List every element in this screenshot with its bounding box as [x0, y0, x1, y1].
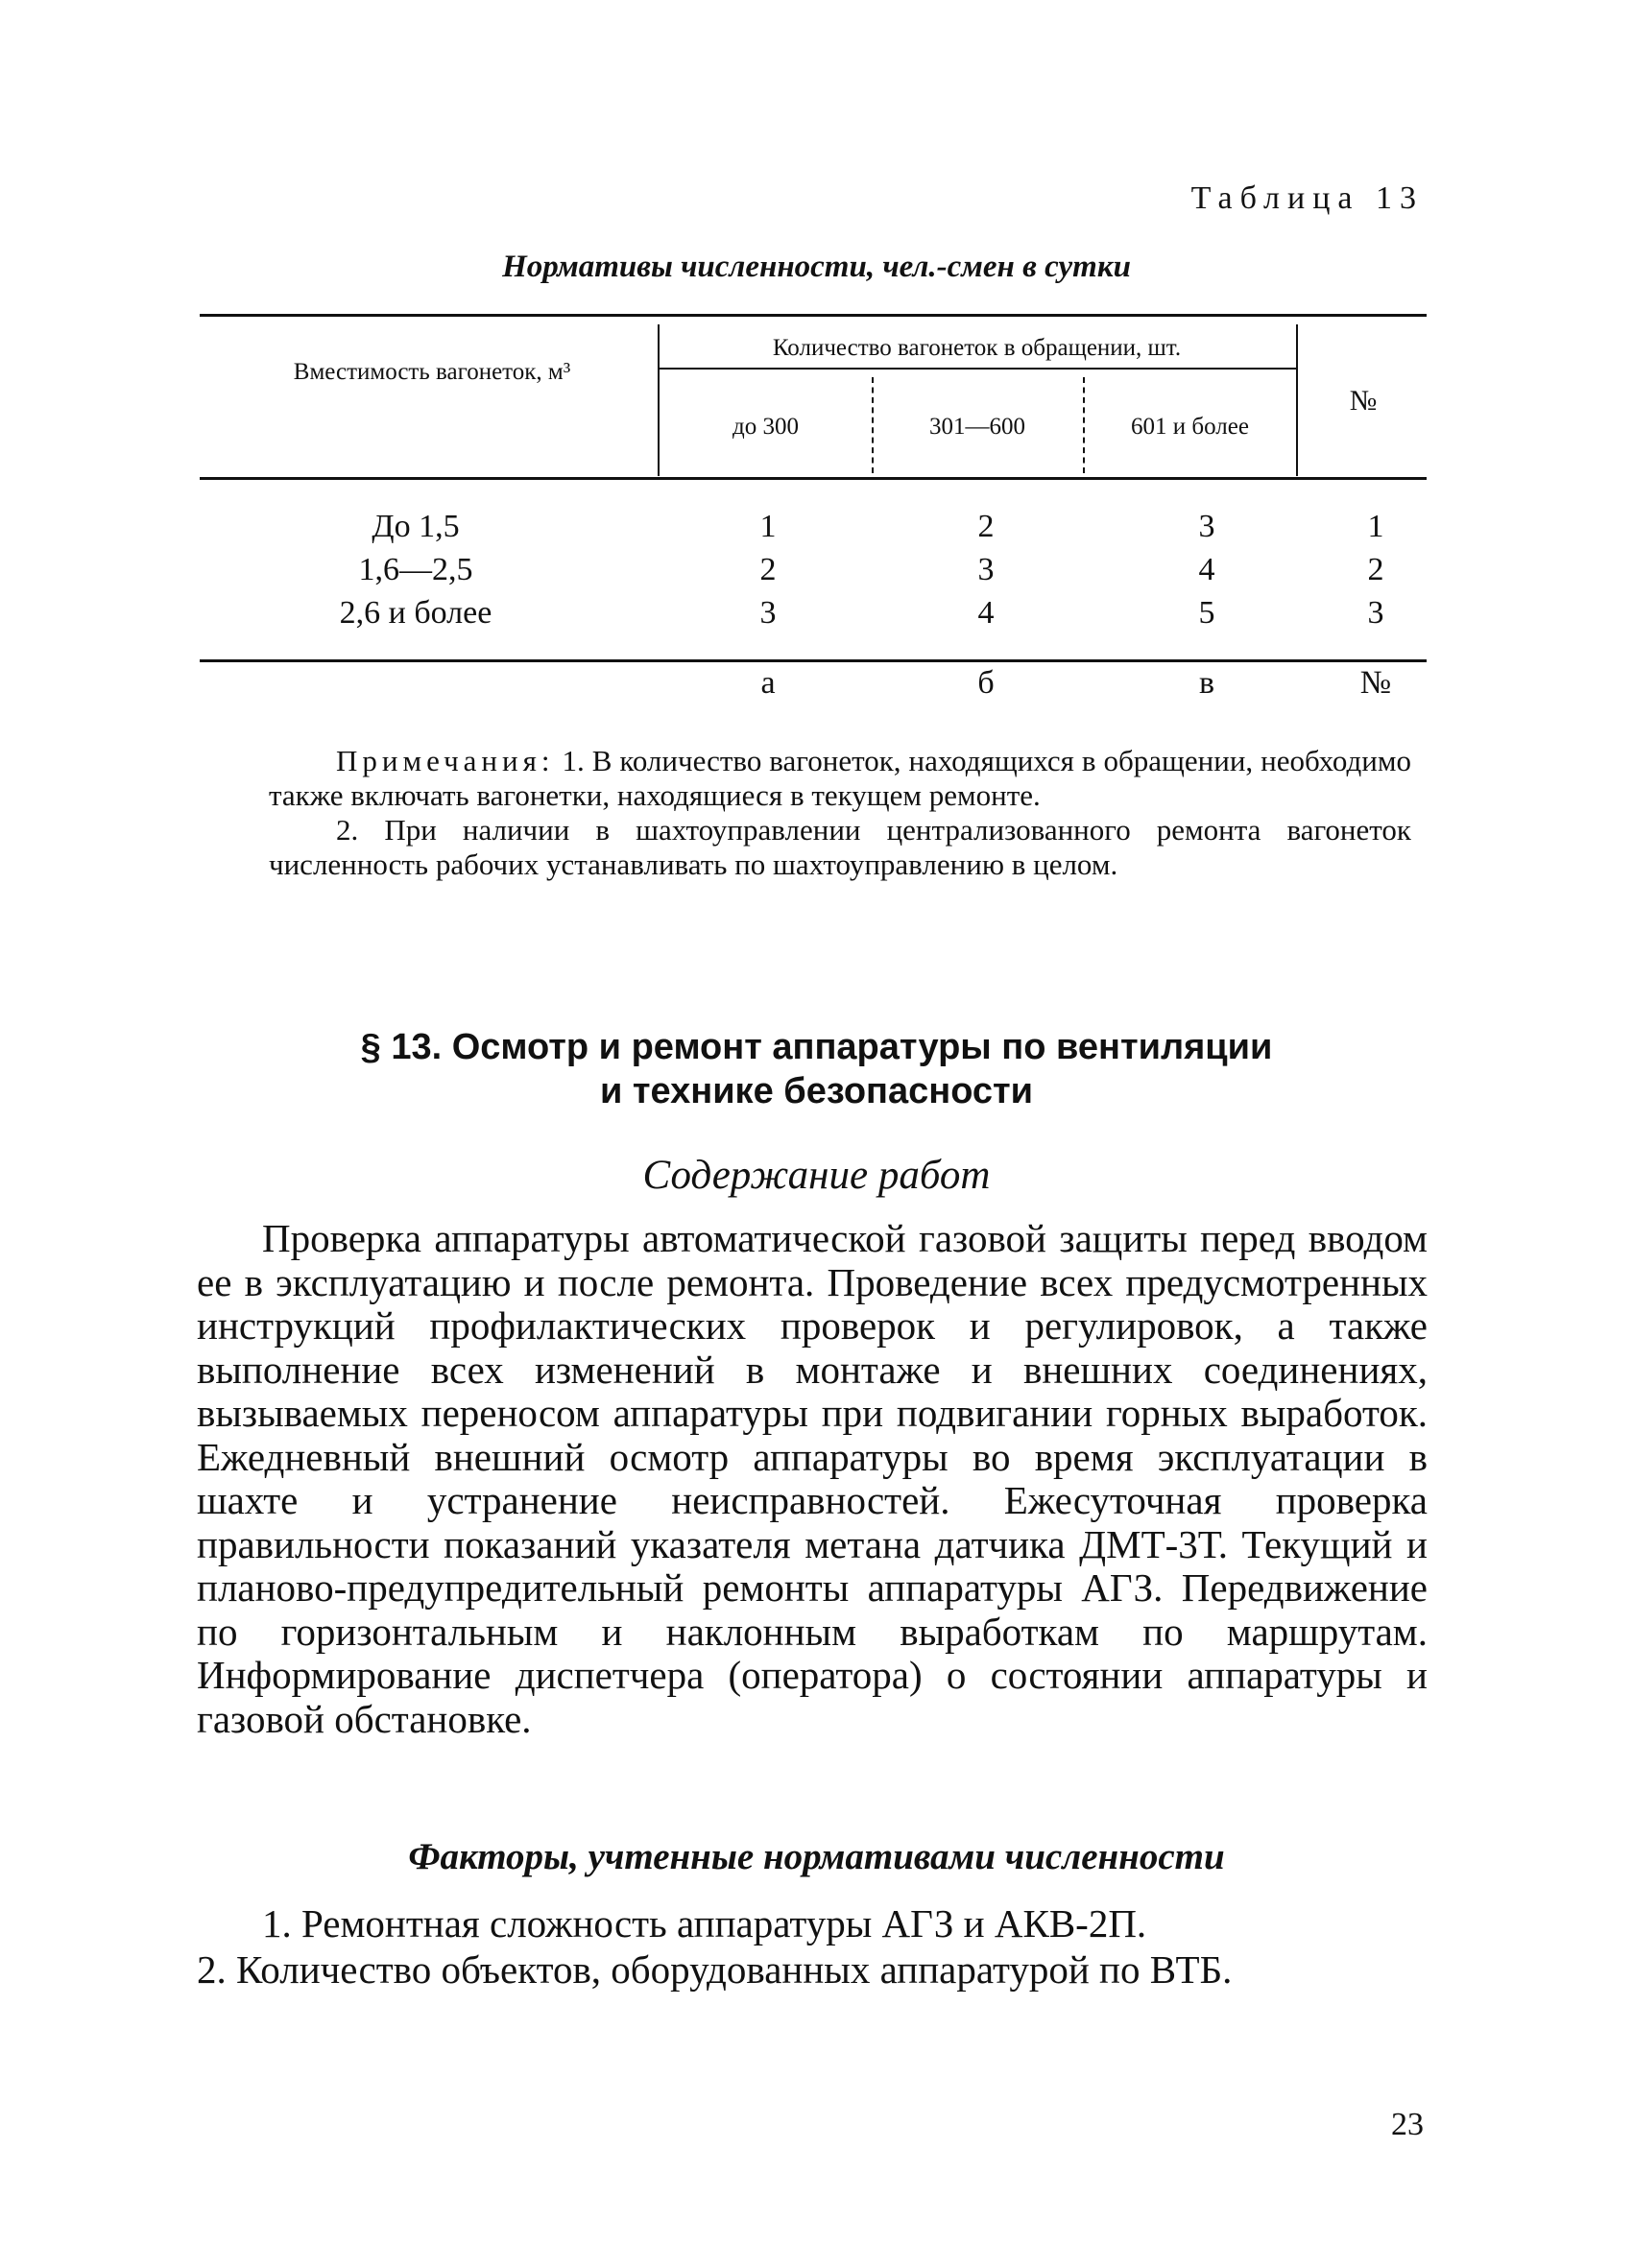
row-1-col-1: 1	[759, 509, 777, 544]
row-1-col-2: 2	[977, 509, 995, 544]
footer-number: №	[1359, 665, 1392, 701]
header-col-3: 601 и более	[1131, 414, 1249, 440]
page-number: 23	[1391, 2107, 1424, 2142]
footer-b: б	[977, 665, 995, 701]
row-3-label: 2,6 и более	[339, 595, 492, 631]
row-3-col-2: 4	[977, 595, 995, 631]
row-2-col-3: 4	[1198, 552, 1215, 587]
table-notes	[269, 744, 1411, 882]
content-heading: Содержание работ	[642, 1153, 991, 1198]
header-capacity: Вместимость вагонеток, м³	[293, 359, 571, 385]
table-vline-sub2	[1083, 377, 1085, 473]
factors-list	[197, 1900, 1428, 1993]
table-bottom-rule	[200, 659, 1427, 662]
section-heading-line-1: § 13. Осмотр и ремонт аппаратуры по вентиляции	[360, 1027, 1273, 1067]
factor-item-2: 2. Количество объектов, оборудованных аппаратурой по ВТБ.	[197, 1947, 1233, 1992]
table-label: Таблица 13	[1190, 180, 1424, 216]
row-3-col-1: 3	[759, 595, 777, 631]
table-vline-sub1	[872, 377, 874, 473]
section-heading	[0, 1025, 1633, 1113]
row-2-col-2: 3	[977, 552, 995, 587]
footer-v: в	[1198, 665, 1215, 701]
table-header-rule	[200, 477, 1427, 480]
note-2: 2. При наличии в шахтоуправлении централизованного ремонта вагонеток численность рабочих устанавливать по шахтоуправлению в целом.	[269, 813, 1411, 881]
row-1-num: 1	[1367, 509, 1384, 544]
note-1-text: 1. В количество вагонеток, находящихся в обращении, необходимо также включать вагонетки, находящиеся в текущем ремонте.	[269, 744, 1411, 812]
table-title: Нормативы численности, чел.-смен в сутки	[502, 250, 1131, 284]
header-col-2: 301—600	[929, 414, 1025, 440]
footer-a: а	[760, 665, 776, 701]
row-2-col-1: 2	[759, 552, 777, 587]
factors-heading: Факторы, учтенные нормативами численности	[408, 1836, 1225, 1877]
content-body	[197, 1217, 1428, 1741]
table-vline-right	[1296, 324, 1298, 476]
table-group-rule	[658, 368, 1296, 370]
factor-item-1: 1. Ремонтная сложность аппаратуры АГЗ и АКВ-2П.	[262, 1901, 1147, 1946]
table-top-rule	[200, 314, 1427, 317]
row-1-label: До 1,5	[372, 509, 460, 544]
row-2-label: 1,6—2,5	[358, 552, 473, 587]
section-heading-line-2: и технике безопасности	[599, 1071, 1034, 1111]
row-3-num: 3	[1367, 595, 1384, 631]
content-paragraph: Проверка аппаратуры автоматической газовой защиты перед вводом ее в эксплуатацию и после ремонта. Проведение всех предусмотренных инструкций профилактических проверок и регулировок, а также выполнение всех изменений в монтаже и внешних соединениях, вызываемых переносом аппаратуры при подвигании горных выработок. Ежедневный внешний осмотр аппаратуры во время эксплуатации в шахте и устранение неисправностей. Ежесуточная проверка правильности показаний указателя метана датчика ДМТ-3Т. Текущий и планово-предупредительный ремонты аппаратуры АГЗ. Передвижение по горизонтальным и наклонным выработкам по маршрутам. Информирование диспетчера (оператора) о состоянии аппаратуры и газовой обстановке.	[197, 1216, 1428, 1741]
table-vline-left	[658, 324, 660, 476]
notes-lead: Примечания:	[336, 744, 555, 777]
header-col-1: до 300	[732, 414, 799, 440]
header-group: Количество вагонеток в обращении, шт.	[772, 335, 1182, 361]
row-3-col-3: 5	[1198, 595, 1215, 631]
row-1-col-3: 3	[1198, 509, 1215, 544]
row-2-num: 2	[1367, 552, 1384, 587]
note-1	[269, 744, 1411, 813]
header-number: №	[1349, 385, 1378, 417]
